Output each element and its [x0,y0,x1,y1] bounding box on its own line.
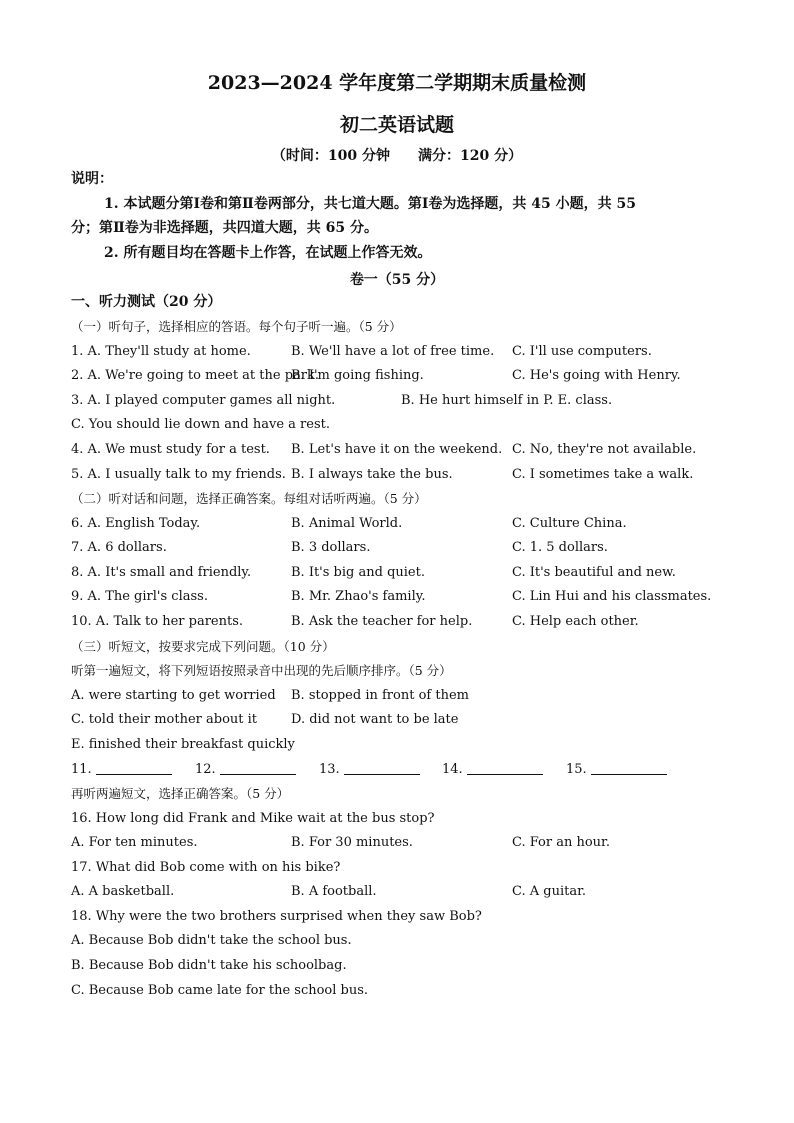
question-row [71,515,731,533]
phrase-row [71,711,731,729]
option-b: B. A football. [291,884,377,899]
question-row [71,441,731,459]
part1-instruction: （一）听句子，选择相应的答语。每个句子听一遍。（5 分） [71,319,402,334]
phrase-e: E. finished their breakfast quickly [71,737,295,752]
phrase-c: C. told their mother about it [71,712,258,727]
option-c: C. Culture China. [512,516,627,531]
option-c: C. You should lie down and have a rest. [71,417,330,432]
answer-blank-13[interactable]: 13. [319,761,420,779]
question-row [71,466,731,484]
option-c: C. He's going with Henry. [512,368,681,383]
exam-title: 2023—2024 学年度第二学期期末质量检测 [207,72,587,94]
option-c: C. A guitar. [512,884,587,899]
option-c: C. I'll use computers. [512,344,652,359]
option-a: 7. A. 6 dollars. [71,540,167,555]
question-row [71,834,731,852]
option-a: A. A basketball. [71,884,175,899]
phrase-row [71,736,731,754]
option-b: B. He hurt himself in P. E. class. [401,393,613,408]
option-a: 2. A. We're going to meet at the park. [71,368,320,383]
instruction-item-2: 2. 所有题目均在答题卡上作答，在试题上作答无效。 [104,245,432,261]
option-b: B. Because Bob didn't take his schoolbag. [71,958,347,973]
section-heading-listening: 一、听力测试（20 分） [71,294,222,310]
part3-instruction: （三）听短文，按要求完成下列问题。（10 分） [71,639,335,654]
option-c: C. It's beautiful and new. [512,565,676,580]
question-row [71,613,731,631]
option-a: A. For ten minutes. [71,835,198,850]
phrase-a: A. were starting to get worried [71,688,276,703]
option-b: B. Ask the teacher for help. [291,614,473,629]
phrase-row [71,687,731,705]
option-b: B. We'll have a lot of free time. [291,344,495,359]
option-a: 4. A. We must study for a test. [71,442,270,457]
question-18: 18. Why were the two brothers surprised when they saw Bob? [71,909,482,924]
question-row [71,539,731,557]
option-a: 5. A. I usually talk to my friends. [71,467,286,482]
option-b: B. I always take the bus. [291,467,453,482]
question-row [71,367,731,385]
option-b: B. I'm going fishing. [291,368,424,383]
exam-subtitle: 初二英语试题 [339,114,454,136]
option-c: C. Help each other. [512,614,639,629]
instruction-item-1-line-2: 分；第Ⅱ卷为非选择题，共四道大题，共 65 分。 [71,220,379,236]
option-b: B. 3 dollars. [291,540,371,555]
option-c: C. Lin Hui and his classmates. [512,589,712,604]
question-17: 17. What did Bob come with on his bike? [71,860,341,875]
part2-instruction: （二）听对话和问题，选择正确答案。每组对话听两遍。（5 分） [71,491,427,506]
phrase-d: D. did not want to be late [291,712,459,727]
option-c: C. Because Bob came late for the school bus. [71,983,369,998]
option-c: C. I sometimes take a walk. [512,467,694,482]
instructions-label: 说明： [71,171,113,187]
option-b: B. For 30 minutes. [291,835,413,850]
option-b: B. Animal World. [291,516,403,531]
part3-sub-instruction-1: 听第一遍短文，将下列短语按照录音中出现的先后顺序排序。（5 分） [71,663,452,678]
question-row [71,883,731,901]
answer-blank-11[interactable]: 11. [71,761,172,779]
option-a: 1. A. They'll study at home. [71,344,251,359]
answer-blank-14[interactable]: 14. [442,761,543,779]
option-a: 8. A. It's small and friendly. [71,565,252,580]
phrase-b: B. stopped in front of them [291,688,469,703]
option-a: 6. A. English Today. [71,516,201,531]
question-row [71,392,731,410]
part3-sub-instruction-2: 再听两遍短文，选择正确答案。（5 分） [71,786,290,801]
option-b: B. Mr. Zhao's family. [291,589,426,604]
question-row [71,588,731,606]
answer-blanks-row [71,761,731,779]
time-info: （时间：100 分钟 满分：120 分） [271,148,523,164]
answer-blank-12[interactable]: 12. [195,761,296,779]
option-a: 9. A. The girl's class. [71,589,208,604]
option-b: B. Let's have it on the weekend. [291,442,503,457]
option-b: B. It's big and quiet. [291,565,425,580]
instruction-item-1-line-1: 1. 本试题分第Ⅰ卷和第Ⅱ卷两部分，共七道大题。第Ⅰ卷为选择题，共 45 小题，共 55 [104,196,636,212]
question-row [71,343,731,361]
question-row-continued [71,416,731,434]
option-c: C. 1. 5 dollars. [512,540,608,555]
option-c: C. For an hour. [512,835,610,850]
volume-title: 卷一（55 分） [349,272,445,288]
question-row [71,564,731,582]
option-c: C. No, they're not available. [512,442,697,457]
answer-blank-15[interactable]: 15. [566,761,667,779]
option-a: 10. A. Talk to her parents. [71,614,244,629]
option-a: 3. A. I played computer games all night. [71,393,336,408]
option-a: A. Because Bob didn't take the school bus. [71,933,352,948]
question-16: 16. How long did Frank and Mike wait at the bus stop? [71,811,435,826]
